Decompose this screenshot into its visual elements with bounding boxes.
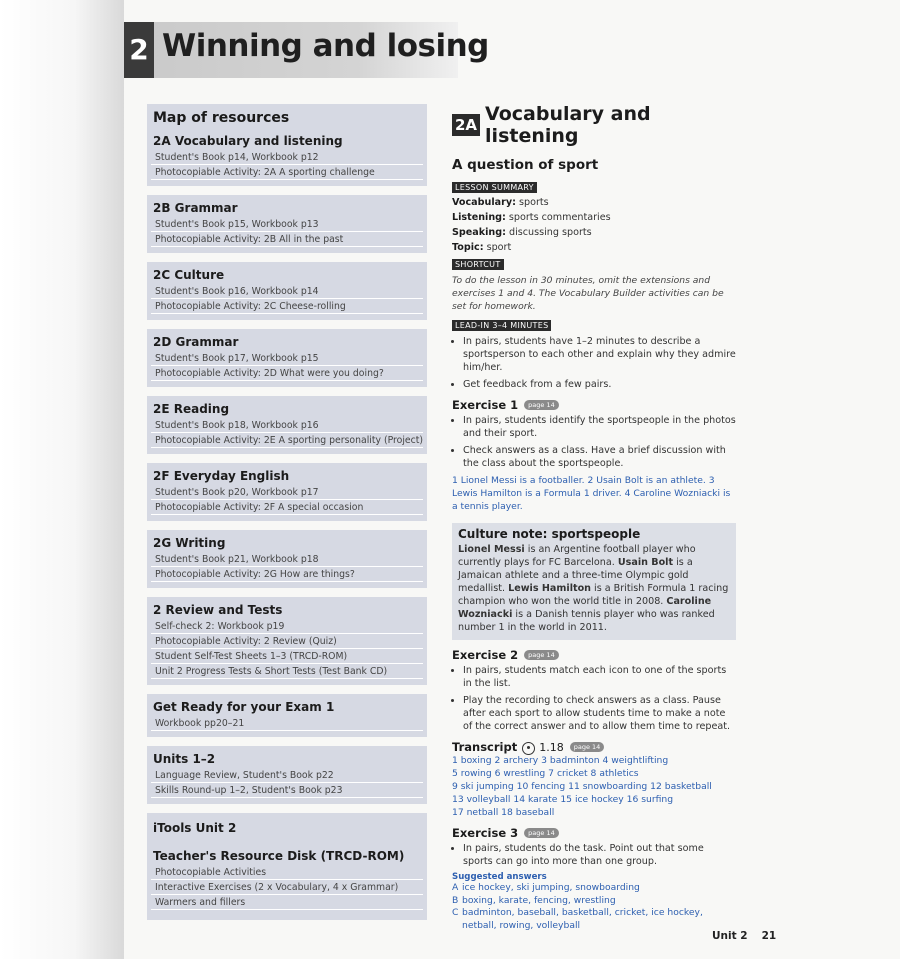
resource-line: Photocopiable Activity: 2B All in the past [151, 232, 423, 247]
resource-group-title: 2D Grammar [153, 335, 239, 349]
exercise-1-list [452, 414, 736, 470]
unit-title: Winning and losing [162, 28, 489, 64]
resource-group [147, 694, 427, 737]
resource-group [147, 195, 427, 253]
resource-line: Student's Book p14, Workbook p12 [151, 150, 423, 165]
leadin-tag: LEAD-IN 3–4 MINUTES [452, 320, 551, 331]
exercise-3-list [452, 842, 736, 868]
leadin-item: • Get feedback from a few pairs. [463, 378, 736, 391]
summary-item: Listening: sports commentaries [452, 212, 611, 223]
exercise-2-item: • Play the recording to check answers as a class. Pause after each sport to allow students time to make a note of the correct answer and to allow them time to repeat. [463, 694, 736, 733]
resource-line: Photocopiable Activity: 2C Cheese-rolling [151, 299, 423, 314]
transcript-line: 13 volleyball 14 karate 15 ice hockey 16 surfing [452, 794, 674, 805]
map-heading: Map of resources [147, 104, 427, 128]
footer-unit: Unit 2 [712, 930, 748, 942]
lesson-badge: 2A [452, 114, 480, 136]
leadin-list [452, 335, 736, 391]
resource-line: Student's Book p18, Workbook p16 [151, 418, 423, 433]
resource-group-title: 2F Everyday English [153, 469, 290, 483]
trcd-title: Teacher's Resource Disk (TRCD-ROM) [153, 849, 405, 863]
resource-line: Student's Book p15, Workbook p13 [151, 217, 423, 232]
shortcut-tag: SHORTCUT [452, 259, 504, 270]
page-number: 21 [761, 930, 777, 942]
exercise-1-title: Exercise 1 page 14 [452, 398, 736, 412]
summary-item: Vocabulary: sports [452, 197, 549, 208]
resource-group [147, 597, 427, 685]
resource-group [147, 463, 427, 521]
resource-line: Student's Book p20, Workbook p17 [151, 485, 423, 500]
resource-groups [147, 128, 427, 804]
resource-group-title: Get Ready for your Exam 1 [153, 700, 335, 714]
resource-line: Photocopiable Activity: 2G How are things? [151, 567, 423, 582]
summary-item: Speaking: discussing sports [452, 227, 592, 238]
resource-group [147, 128, 427, 186]
exercise-1-item: • Check answers as a class. Have a brief discussion with the class about the sportspeople. [463, 444, 736, 470]
resource-line: Photocopiable Activity: 2F A special occasion [151, 500, 423, 515]
page-ref-pill: page 14 [570, 742, 605, 752]
lesson-column [452, 103, 736, 932]
resource-group [147, 530, 427, 588]
resource-line: Self-check 2: Workbook p19 [151, 619, 423, 634]
resource-group-title: 2A Vocabulary and listening [153, 134, 343, 148]
resource-line: Unit 2 Progress Tests & Short Tests (Test Bank CD) [151, 664, 423, 679]
transcript-line: 17 netball 18 baseball [452, 807, 555, 818]
culture-note [452, 523, 736, 640]
exercise-3-title: Exercise 3 page 14 [452, 826, 736, 840]
page-ref-pill: page 14 [524, 828, 559, 838]
summary-item: Topic: sport [452, 242, 512, 253]
exercise-2-title: Exercise 2 page 14 [452, 648, 736, 662]
resource-group-title: 2G Writing [153, 536, 226, 550]
exercise-3-item: • In pairs, students do the task. Point out that some sports can go into more than one group. [463, 842, 736, 868]
transcript-line: 5 rowing 6 wrestling 7 cricket 8 athletics [452, 768, 639, 779]
exercise-2-list [452, 664, 736, 733]
resource-line: Student Self-Test Sheets 1–3 (TRCD-ROM) [151, 649, 423, 664]
trcd-line: Interactive Exercises (2 x Vocabulary, 4 x Grammar) [151, 880, 423, 895]
transcript-title: Transcript 1.18 page 14 [452, 740, 736, 754]
resource-group [147, 746, 427, 804]
book-gutter [0, 0, 124, 959]
resource-line: Language Review, Student's Book p22 [151, 768, 423, 783]
shortcut-text: To do the lesson in 30 minutes, omit the extensions and exercises 1 and 4. The Vocabulary Builder activities can be set for homework. [452, 275, 724, 312]
resource-group-title: 2C Culture [153, 268, 225, 282]
answer-row: A ice hockey, ski jumping, snowboarding [452, 882, 640, 893]
resource-group-title: 2B Grammar [153, 201, 238, 215]
resource-group-title: 2E Reading [153, 402, 230, 416]
lesson-subtitle: A question of sport [452, 157, 599, 173]
exercise-1-item: • In pairs, students identify the sportspeople in the photos and their sport. [463, 414, 736, 440]
resource-line: Student's Book p16, Workbook p14 [151, 284, 423, 299]
resource-group-title: 2 Review and Tests [153, 603, 283, 617]
resource-line: Student's Book p17, Workbook p15 [151, 351, 423, 366]
answer-row: B boxing, karate, fencing, wrestling [452, 894, 616, 906]
exercise-1-key: 1 Lionel Messi is a footballer. 2 Usain Bolt is an athlete. 3 Lewis Hamilton is a Formula 1 driver. 4 Caroline Wozniacki is a tennis player. [452, 475, 731, 512]
resource-line: Photocopiable Activity: 2A A sporting challenge [151, 165, 423, 180]
tools-box [147, 813, 427, 920]
trcd-line: Photocopiable Activities [151, 865, 423, 880]
lesson-title: Vocabulary and listening [485, 103, 651, 147]
audio-cd-icon [522, 742, 535, 755]
page-ref-pill: page 14 [524, 400, 559, 410]
answer-row: C badminton, baseball, basketball, cricket, ice hockey, netball, rowing, volleyball [452, 907, 703, 931]
track-number: 1.18 [539, 740, 564, 754]
resource-line: Skills Round-up 1–2, Student's Book p23 [151, 783, 423, 798]
resource-group [147, 262, 427, 320]
exercise-2-item: • In pairs, students match each icon to one of the sports in the list. [463, 664, 736, 690]
resource-line: Workbook pp20–21 [151, 716, 423, 731]
map-of-resources [147, 104, 427, 920]
lesson-header [452, 103, 736, 147]
transcript-line: 9 ski jumping 10 fencing 11 snowboarding 12 basketball [452, 781, 712, 792]
resource-line: Photocopiable Activity: 2 Review (Quiz) [151, 634, 423, 649]
resource-line: Photocopiable Activity: 2E A sporting personality (Project) [151, 433, 423, 448]
culture-title: Culture note: sportspeople [458, 527, 641, 541]
page-footer [712, 930, 776, 942]
resource-line: Student's Book p21, Workbook p18 [151, 552, 423, 567]
trcd-line: Warmers and fillers [151, 895, 423, 910]
suggested-answers-label: Suggested answers [452, 872, 547, 882]
unit-number: 2 [124, 22, 154, 78]
transcript-line: 1 boxing 2 archery 3 badminton 4 weightlifting [452, 755, 669, 766]
resource-group [147, 329, 427, 387]
resource-line: Photocopiable Activity: 2D What were you doing? [151, 366, 423, 381]
resource-group-title: Units 1–2 [153, 752, 216, 766]
page-ref-pill: page 14 [524, 650, 559, 660]
lesson-summary-tag: LESSON SUMMARY [452, 182, 537, 193]
leadin-item: • In pairs, students have 1–2 minutes to describe a sportsperson to each other and explain why they admire him/her. [463, 335, 736, 374]
culture-text: Lionel Messi is an Argentine football player who currently plays for FC Barcelona. Usain Bolt is a Jamaican athlete and a three-time Olympic gold medallist. Lewis Hamilton is a British Formula 1 racing champion who won the world title in 2008. Caroline Wozniacki is a Danish tennis player who was ranked number 1 in the world in 2011. [458, 544, 729, 633]
itools-title: iTools Unit 2 [153, 821, 237, 835]
resource-group [147, 396, 427, 454]
